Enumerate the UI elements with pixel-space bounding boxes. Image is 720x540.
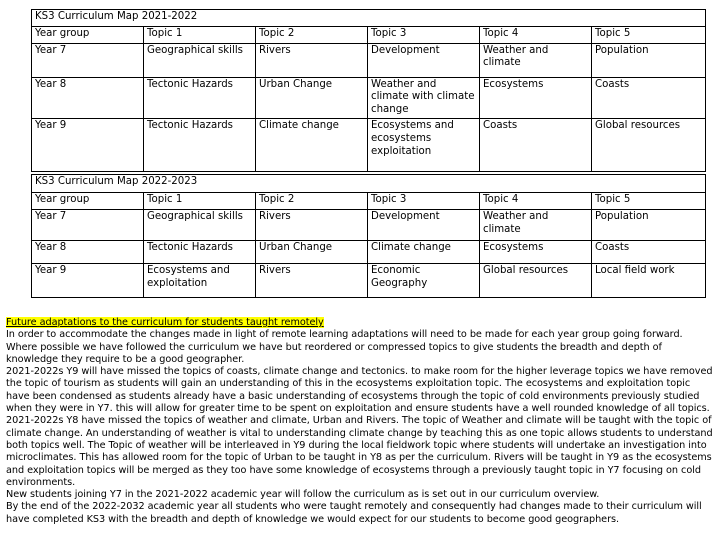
header-cell: Year group bbox=[32, 193, 144, 210]
topic-cell: Coasts bbox=[592, 77, 706, 119]
table-row bbox=[32, 119, 706, 172]
table-title: KS3 Curriculum Map 2021-2022 bbox=[32, 10, 706, 27]
header-cell: Topic 4 bbox=[480, 27, 592, 44]
header-cell: Year group bbox=[32, 27, 144, 44]
topic-cell: Geographical skills bbox=[144, 210, 256, 241]
topic-cell: Ecosystems and ecosystems exploitation bbox=[368, 119, 480, 172]
table-row bbox=[32, 264, 706, 298]
topic-cell: Weather and climate with climate change bbox=[368, 77, 480, 119]
table-row bbox=[32, 77, 706, 119]
curriculum-table-2021-2022 bbox=[31, 9, 706, 172]
header-cell: Topic 3 bbox=[368, 193, 480, 210]
topic-cell: Development bbox=[368, 43, 480, 77]
table-title: KS3 Curriculum Map 2022-2023 bbox=[32, 175, 706, 193]
notes-paragraph: 2021-2022s Y9 will have missed the topics of coasts, climate change and tectonics. to make room for the higher leverage topics we have removed the topic of tourism as students will gain an understanding of this in the ecosystems exploitation topic. The ecosystems and exploitation topic have been condensed as students already have a basic understanding of ecosystems through the topic of cold environments previously studied when they were in Y7. this will allow for greater time to be spent on exploitation and ensure students have a well rounded knowledge of all topics. bbox=[6, 366, 713, 415]
topic-cell: Population bbox=[592, 210, 706, 241]
topic-cell: Development bbox=[368, 210, 480, 241]
topic-cell: Rivers bbox=[256, 264, 368, 298]
topic-cell: Ecosystems and exploitation bbox=[144, 264, 256, 298]
curriculum-notes bbox=[6, 317, 716, 526]
topic-cell: Weather and climate bbox=[480, 43, 592, 77]
header-cell: Topic 5 bbox=[592, 27, 706, 44]
year-cell: Year 7 bbox=[32, 43, 144, 77]
topic-cell: Coasts bbox=[480, 119, 592, 172]
topic-cell: Economic Geography bbox=[368, 264, 480, 298]
topic-cell: Global resources bbox=[592, 119, 706, 172]
year-cell: Year 8 bbox=[32, 77, 144, 119]
topic-cell: Weather and climate bbox=[480, 210, 592, 241]
year-cell: Year 7 bbox=[32, 210, 144, 241]
topic-cell: Geographical skills bbox=[144, 43, 256, 77]
table-row bbox=[32, 210, 706, 241]
header-cell: Topic 1 bbox=[144, 193, 256, 210]
notes-paragraph: 2021-2022s Y8 have missed the topics of weather and climate, Urban and Rivers. The topic of Weather and climate will be taught with the topic of climate change. An understanding of weather is vital to understanding climate change by teaching this as one topic allows students to understand both topics well. The Topic of weather will be interleaved in Y9 during the local fieldwork topic where students will undertake an investigation into microclimates. This has allowed room for the topic of Urban to be taught in Y8 as per the curriculum. Rivers will be taught in Y9 as the ecosystems and exploitation topics will be merged as they too have some knowledge of ecosystems through a previously taught topic in Y7 focusing on cold environments. bbox=[6, 415, 713, 488]
header-cell: Topic 5 bbox=[592, 193, 706, 210]
topic-cell: Rivers bbox=[256, 43, 368, 77]
header-cell: Topic 2 bbox=[256, 27, 368, 44]
notes-heading: Future adaptations to the curriculum for students taught remotely bbox=[6, 317, 324, 328]
year-cell: Year 9 bbox=[32, 119, 144, 172]
notes-paragraph: By the end of the 2022-2032 academic year all students who were taught remotely and consequently had changes made to their curriculum will have completed KS3 with the breadth and depth of knowledge we would expect for our students to become good geographers. bbox=[6, 501, 702, 525]
curriculum-table-2022-2023 bbox=[31, 174, 706, 298]
topic-cell: Coasts bbox=[592, 241, 706, 264]
topic-cell: Population bbox=[592, 43, 706, 77]
topic-cell: Urban Change bbox=[256, 241, 368, 264]
topic-cell: Global resources bbox=[480, 264, 592, 298]
table-row bbox=[32, 241, 706, 264]
year-cell: Year 8 bbox=[32, 241, 144, 264]
topic-cell: Urban Change bbox=[256, 77, 368, 119]
topic-cell: Climate change bbox=[256, 119, 368, 172]
topic-cell: Rivers bbox=[256, 210, 368, 241]
topic-cell: Local field work bbox=[592, 264, 706, 298]
notes-paragraph: New students joining Y7 in the 2021-2022 academic year will follow the curriculum as is set out in our curriculum overview. bbox=[6, 489, 600, 501]
topic-cell: Ecosystems bbox=[480, 77, 592, 119]
table-row bbox=[32, 43, 706, 77]
topic-cell: Tectonic Hazards bbox=[144, 119, 256, 172]
topic-cell: Tectonic Hazards bbox=[144, 77, 256, 119]
topic-cell: Ecosystems bbox=[480, 241, 592, 264]
topic-cell: Tectonic Hazards bbox=[144, 241, 256, 264]
header-cell: Topic 3 bbox=[368, 27, 480, 44]
header-cell: Topic 1 bbox=[144, 27, 256, 44]
topic-cell: Climate change bbox=[368, 241, 480, 264]
header-cell: Topic 2 bbox=[256, 193, 368, 210]
year-cell: Year 9 bbox=[32, 264, 144, 298]
header-cell: Topic 4 bbox=[480, 193, 592, 210]
notes-paragraph: In order to accommodate the changes made in light of remote learning adaptations will need to be made for each year group going forward. Where possible we have followed the curriculum we have but reordered or compressed topics to give students the breadth and depth of knowledge they require to be a good geographer. bbox=[6, 329, 683, 365]
